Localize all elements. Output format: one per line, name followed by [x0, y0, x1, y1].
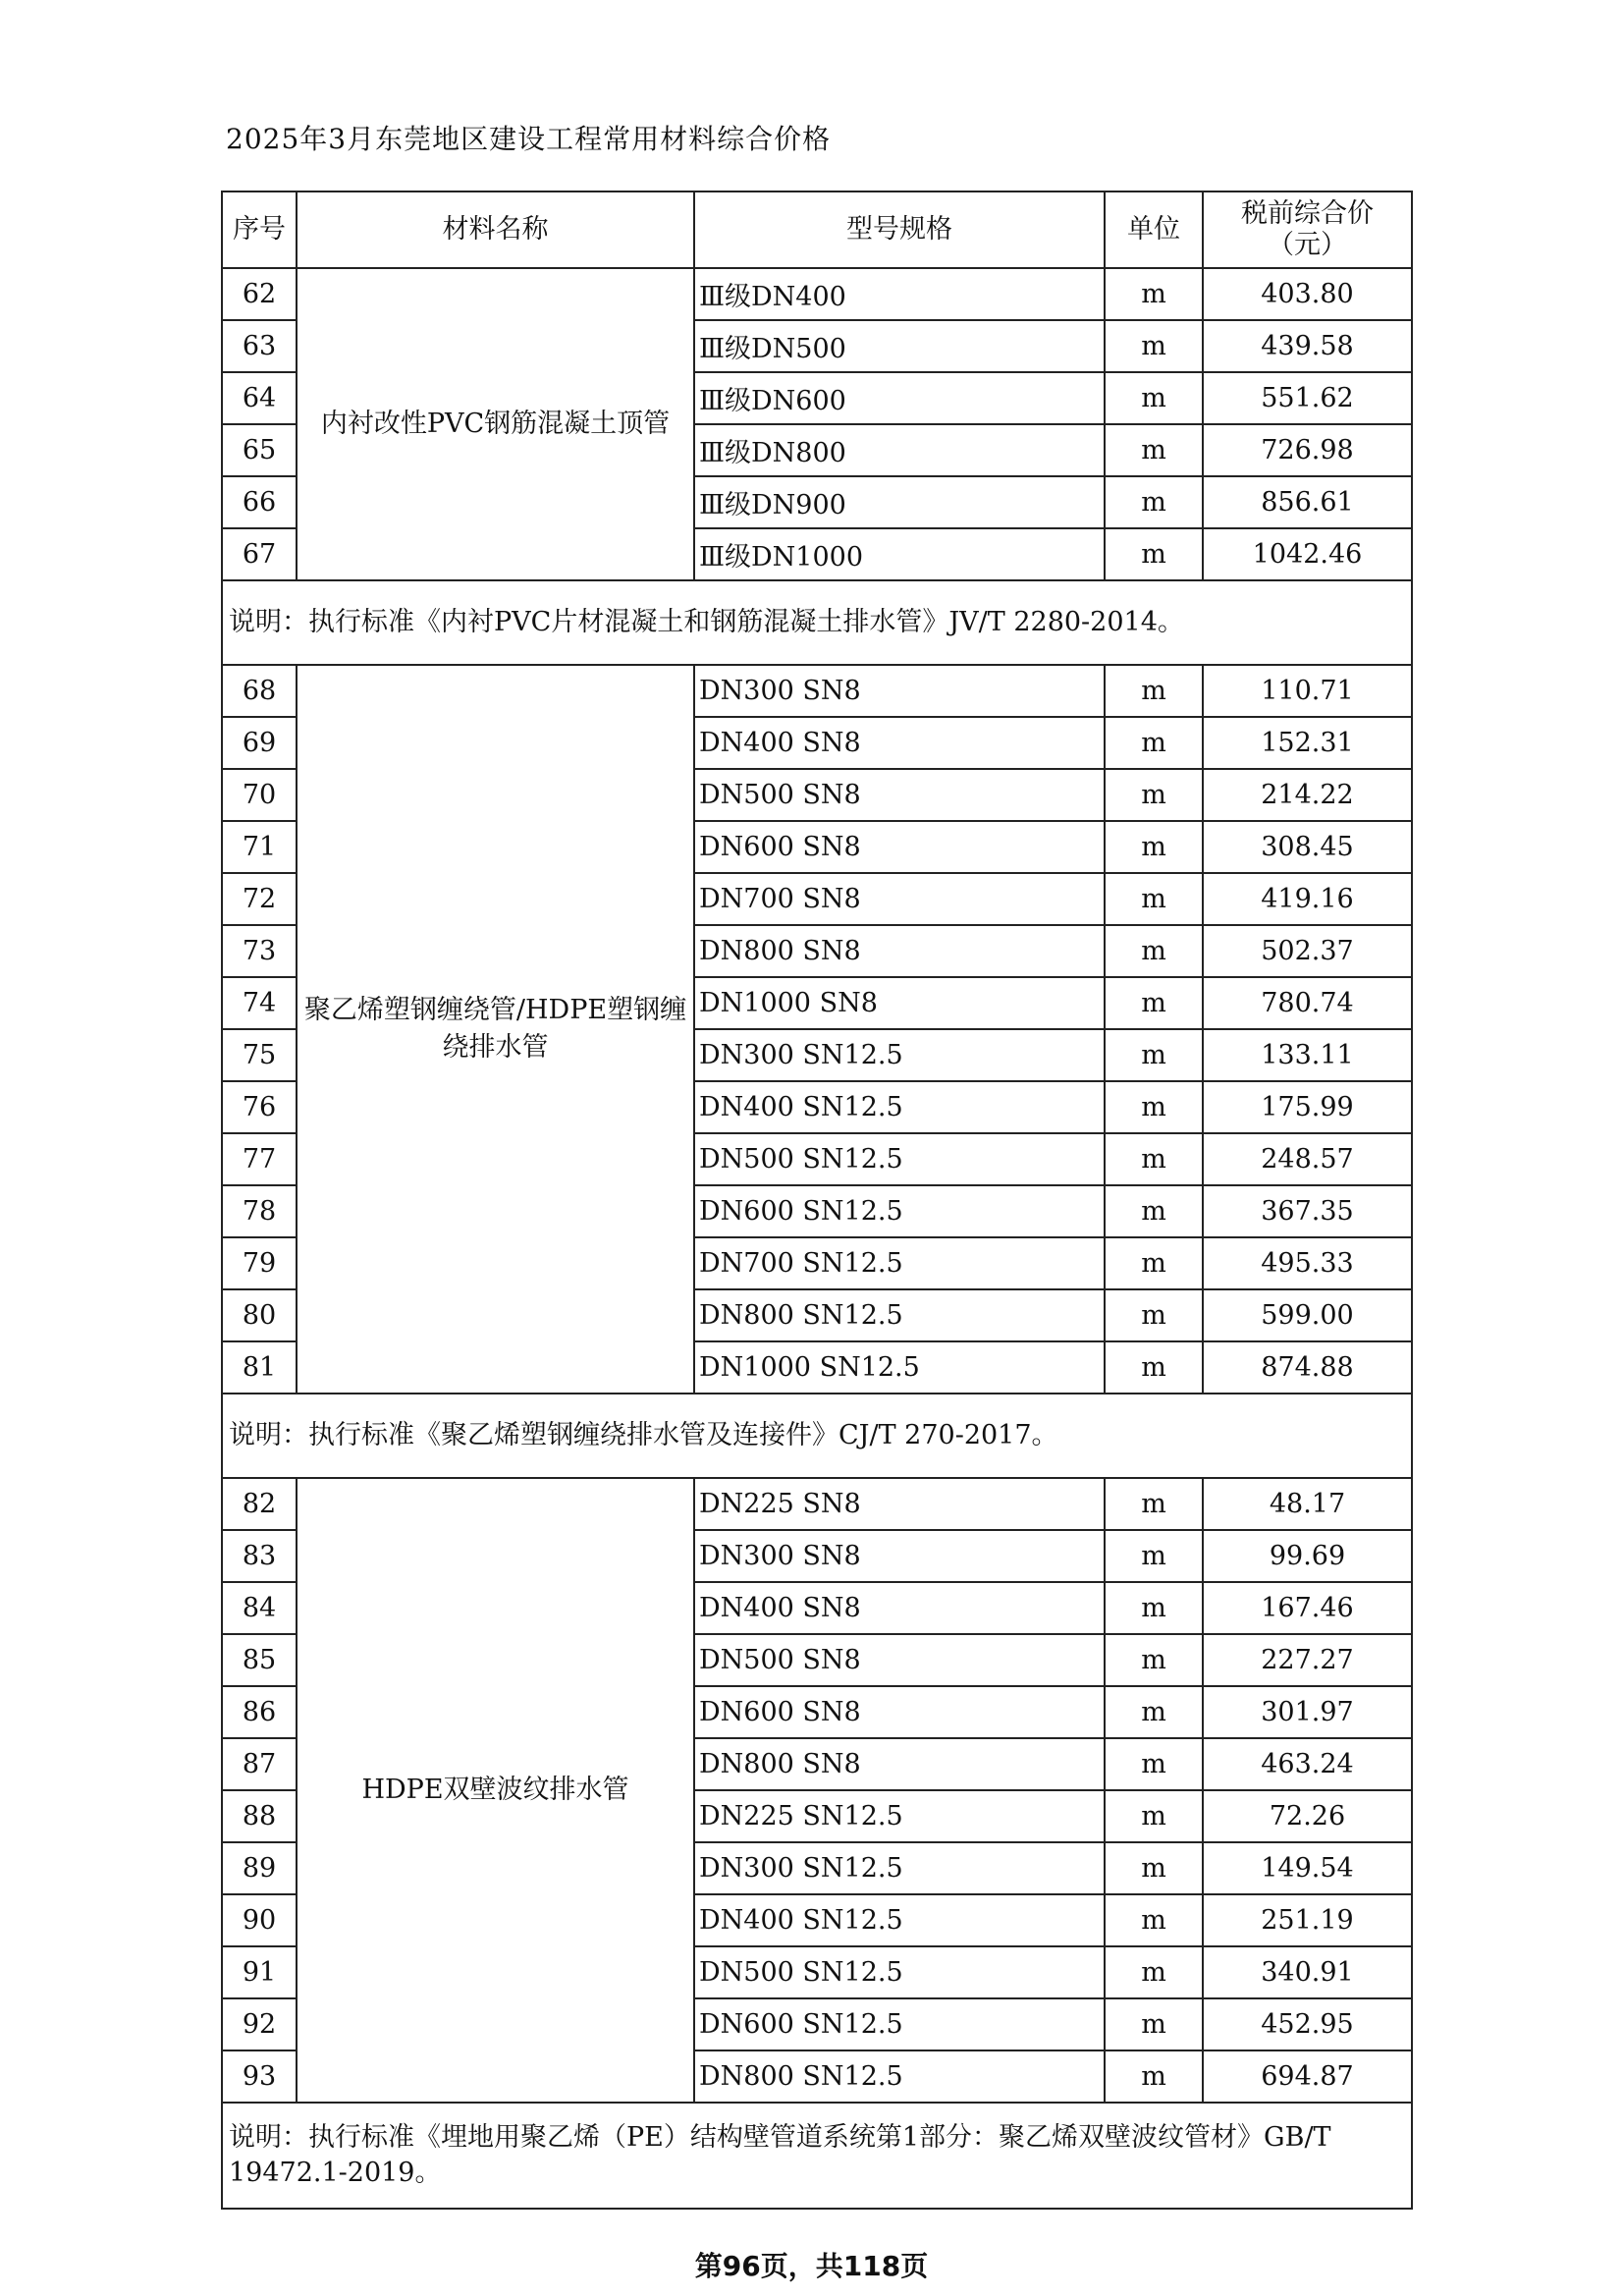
table-row	[222, 268, 1412, 320]
unit-cell: m	[1105, 1998, 1203, 2050]
spec-cell: DN400 SN12.5	[694, 1081, 1105, 1133]
unit-cell: m	[1105, 1133, 1203, 1185]
spec-cell: Ⅲ级DN400	[694, 268, 1105, 320]
spec-cell: Ⅲ级DN500	[694, 320, 1105, 372]
unit-cell: m	[1105, 268, 1203, 320]
row-number: 77	[222, 1133, 297, 1185]
header-row	[222, 191, 1412, 268]
row-number: 69	[222, 717, 297, 769]
spec-cell: DN800 SN12.5	[694, 1289, 1105, 1341]
price-cell: 72.26	[1203, 1790, 1412, 1842]
price-cell: 439.58	[1203, 320, 1412, 372]
spec-cell: DN225 SN8	[694, 1478, 1105, 1530]
header-spec: 型号规格	[694, 191, 1105, 268]
row-number: 67	[222, 528, 297, 580]
unit-cell: m	[1105, 528, 1203, 580]
price-cell: 419.16	[1203, 873, 1412, 925]
spec-cell: DN600 SN8	[694, 821, 1105, 873]
row-number: 74	[222, 977, 297, 1029]
unit-cell: m	[1105, 1894, 1203, 1946]
row-number: 78	[222, 1185, 297, 1237]
price-cell: 463.24	[1203, 1738, 1412, 1790]
unit-cell: m	[1105, 1582, 1203, 1634]
unit-cell: m	[1105, 1478, 1203, 1530]
price-cell: 110.71	[1203, 665, 1412, 717]
price-cell: 726.98	[1203, 424, 1412, 476]
unit-cell: m	[1105, 1185, 1203, 1237]
row-number: 86	[222, 1686, 297, 1738]
unit-cell: m	[1105, 1686, 1203, 1738]
price-cell: 48.17	[1203, 1478, 1412, 1530]
price-cell: 452.95	[1203, 1998, 1412, 2050]
spec-cell: DN1000 SN12.5	[694, 1341, 1105, 1394]
price-table	[221, 191, 1413, 2210]
spec-cell: DN500 SN8	[694, 769, 1105, 821]
table-body	[222, 268, 1412, 2209]
spec-cell: DN400 SN8	[694, 1582, 1105, 1634]
spec-cell: DN600 SN12.5	[694, 1998, 1105, 2050]
row-number: 90	[222, 1894, 297, 1946]
unit-cell: m	[1105, 665, 1203, 717]
row-number: 82	[222, 1478, 297, 1530]
spec-cell: DN1000 SN8	[694, 977, 1105, 1029]
price-cell: 251.19	[1203, 1894, 1412, 1946]
price-cell: 99.69	[1203, 1530, 1412, 1582]
row-number: 79	[222, 1237, 297, 1289]
spec-cell: DN700 SN12.5	[694, 1237, 1105, 1289]
row-number: 63	[222, 320, 297, 372]
row-number: 93	[222, 2050, 297, 2103]
price-cell: 1042.46	[1203, 528, 1412, 580]
row-number: 64	[222, 372, 297, 424]
unit-cell: m	[1105, 821, 1203, 873]
page-footer: 第96页，共118页	[694, 2250, 929, 2282]
row-number: 73	[222, 925, 297, 977]
price-cell: 133.11	[1203, 1029, 1412, 1081]
row-number: 71	[222, 821, 297, 873]
row-number: 92	[222, 1998, 297, 2050]
unit-cell: m	[1105, 2050, 1203, 2103]
document-title: 2025年3月东莞地区建设工程常用材料综合价格	[226, 123, 832, 155]
price-cell: 551.62	[1203, 372, 1412, 424]
note-row	[222, 580, 1412, 665]
price-cell: 214.22	[1203, 769, 1412, 821]
table-row	[222, 665, 1412, 717]
row-number: 75	[222, 1029, 297, 1081]
unit-cell: m	[1105, 977, 1203, 1029]
price-cell: 248.57	[1203, 1133, 1412, 1185]
unit-cell: m	[1105, 320, 1203, 372]
spec-cell: DN400 SN8	[694, 717, 1105, 769]
row-number: 91	[222, 1946, 297, 1998]
header-unit: 单位	[1105, 191, 1203, 268]
unit-cell: m	[1105, 717, 1203, 769]
note-row	[222, 1394, 1412, 1478]
price-cell: 495.33	[1203, 1237, 1412, 1289]
row-number: 70	[222, 769, 297, 821]
unit-cell: m	[1105, 1081, 1203, 1133]
row-number: 66	[222, 476, 297, 528]
unit-cell: m	[1105, 1634, 1203, 1686]
spec-cell: DN225 SN12.5	[694, 1790, 1105, 1842]
row-number: 87	[222, 1738, 297, 1790]
spec-cell: DN800 SN8	[694, 925, 1105, 977]
price-cell: 149.54	[1203, 1842, 1412, 1894]
row-number: 62	[222, 268, 297, 320]
row-number: 81	[222, 1341, 297, 1394]
spec-cell: DN800 SN12.5	[694, 2050, 1105, 2103]
price-cell: 308.45	[1203, 821, 1412, 873]
price-cell: 167.46	[1203, 1582, 1412, 1634]
unit-cell: m	[1105, 1289, 1203, 1341]
price-cell: 227.27	[1203, 1634, 1412, 1686]
price-cell: 301.97	[1203, 1686, 1412, 1738]
price-cell: 874.88	[1203, 1341, 1412, 1394]
row-number: 84	[222, 1582, 297, 1634]
header-price: 税前综合价 （元）	[1203, 191, 1412, 268]
row-number: 83	[222, 1530, 297, 1582]
note-row	[222, 2103, 1412, 2209]
price-cell: 780.74	[1203, 977, 1412, 1029]
unit-cell: m	[1105, 1790, 1203, 1842]
spec-cell: Ⅲ级DN800	[694, 424, 1105, 476]
spec-cell: Ⅲ级DN900	[694, 476, 1105, 528]
spec-cell: DN300 SN12.5	[694, 1842, 1105, 1894]
spec-cell: DN600 SN12.5	[694, 1185, 1105, 1237]
material-name: 内衬改性PVC钢筋混凝土顶管	[297, 268, 694, 580]
unit-cell: m	[1105, 1842, 1203, 1894]
spec-cell: DN300 SN8	[694, 665, 1105, 717]
spec-cell: DN300 SN8	[694, 1530, 1105, 1582]
standard-note: 说明：执行标准《内衬PVC片材混凝土和钢筋混凝土排水管》JV/T 2280-2014。	[222, 580, 1412, 665]
price-cell: 403.80	[1203, 268, 1412, 320]
spec-cell: DN400 SN12.5	[694, 1894, 1105, 1946]
row-number: 76	[222, 1081, 297, 1133]
standard-note: 说明：执行标准《聚乙烯塑钢缠绕排水管及连接件》CJ/T 270-2017。	[222, 1394, 1412, 1478]
row-number: 65	[222, 424, 297, 476]
price-cell: 599.00	[1203, 1289, 1412, 1341]
price-cell: 502.37	[1203, 925, 1412, 977]
unit-cell: m	[1105, 424, 1203, 476]
unit-cell: m	[1105, 873, 1203, 925]
unit-cell: m	[1105, 1946, 1203, 1998]
spec-cell: Ⅲ级DN1000	[694, 528, 1105, 580]
row-number: 85	[222, 1634, 297, 1686]
spec-cell: DN500 SN12.5	[694, 1946, 1105, 1998]
table-row	[222, 1478, 1412, 1530]
unit-cell: m	[1105, 1341, 1203, 1394]
unit-cell: m	[1105, 476, 1203, 528]
price-cell: 694.87	[1203, 2050, 1412, 2103]
unit-cell: m	[1105, 1029, 1203, 1081]
unit-cell: m	[1105, 925, 1203, 977]
price-cell: 856.61	[1203, 476, 1412, 528]
unit-cell: m	[1105, 1237, 1203, 1289]
row-number: 80	[222, 1289, 297, 1341]
row-number: 72	[222, 873, 297, 925]
unit-cell: m	[1105, 372, 1203, 424]
spec-cell: DN600 SN8	[694, 1686, 1105, 1738]
price-cell: 152.31	[1203, 717, 1412, 769]
material-name: HDPE双壁波纹排水管	[297, 1478, 694, 2103]
row-number: 89	[222, 1842, 297, 1894]
material-name: 聚乙烯塑钢缠绕管/HDPE塑钢缠绕排水管	[297, 665, 694, 1394]
header-no: 序号	[222, 191, 297, 268]
unit-cell: m	[1105, 1738, 1203, 1790]
price-cell: 340.91	[1203, 1946, 1412, 1998]
spec-cell: DN500 SN8	[694, 1634, 1105, 1686]
spec-cell: Ⅲ级DN600	[694, 372, 1105, 424]
header-name: 材料名称	[297, 191, 694, 268]
spec-cell: DN500 SN12.5	[694, 1133, 1105, 1185]
unit-cell: m	[1105, 1530, 1203, 1582]
spec-cell: DN800 SN8	[694, 1738, 1105, 1790]
spec-cell: DN700 SN8	[694, 873, 1105, 925]
standard-note: 说明：执行标准《埋地用聚乙烯（PE）结构壁管道系统第1部分：聚乙烯双壁波纹管材》GB/T 19472.1-2019。	[222, 2103, 1412, 2209]
row-number: 68	[222, 665, 297, 717]
spec-cell: DN300 SN12.5	[694, 1029, 1105, 1081]
price-cell: 175.99	[1203, 1081, 1412, 1133]
row-number: 88	[222, 1790, 297, 1842]
price-cell: 367.35	[1203, 1185, 1412, 1237]
unit-cell: m	[1105, 769, 1203, 821]
